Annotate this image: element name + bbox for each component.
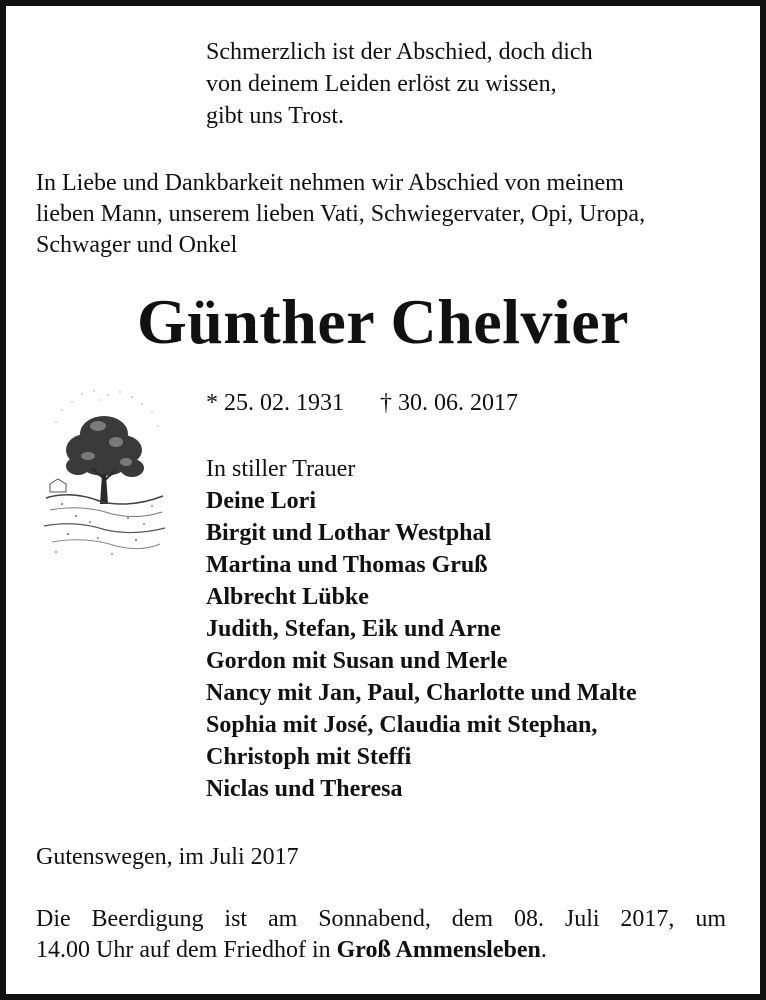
mourner-name: Albrecht Lübke bbox=[206, 584, 369, 610]
intro-line: lieben Mann, unserem lieben Vati, Schwiegervater, Opi, Uropa, bbox=[36, 201, 646, 227]
funeral-line bbox=[36, 935, 726, 966]
verse-line: von deinem Leiden erlöst zu wissen, bbox=[206, 71, 557, 97]
tree-landscape-icon bbox=[42, 386, 167, 561]
mourner-name: Birgit und Lothar Westphal bbox=[206, 520, 492, 546]
mourner-name: Sophia mit José, Claudia mit Stephan, bbox=[206, 712, 598, 738]
verse-line: gibt uns Trost. bbox=[206, 103, 345, 129]
mourner-name: Nancy mit Jan, Paul, Charlotte und Malte bbox=[206, 680, 637, 706]
death-date: † 30. 06. 2017 bbox=[380, 390, 518, 416]
deceased-name: Günther Chelvier bbox=[136, 286, 630, 357]
mourning-lead: In stiller Trauer bbox=[206, 456, 356, 482]
life-dates bbox=[206, 388, 518, 418]
intro-text bbox=[36, 168, 726, 261]
verse-line: Schmerzlich ist der Abschied, doch dich bbox=[206, 39, 593, 65]
funeral-time-text: 14.00 Uhr auf dem Friedhof in bbox=[36, 937, 337, 963]
place-date: Gutenswegen, im Juli 2017 bbox=[36, 844, 299, 870]
funeral-period: . bbox=[540, 937, 547, 963]
mourner-name: Niclas und Theresa bbox=[206, 776, 403, 802]
mourners-list bbox=[206, 453, 637, 805]
mourner-name: Christoph mit Steffi bbox=[206, 744, 412, 770]
funeral-info bbox=[36, 904, 726, 966]
mourner-name: Judith, Stefan, Eik und Arne bbox=[206, 616, 501, 642]
funeral-line: Die Beerdigung ist am Sonnabend, dem 08. Juli 2017, um bbox=[36, 906, 726, 932]
funeral-location: Groß Ammensleben bbox=[336, 937, 541, 963]
birth-date: * 25. 02. 1931 bbox=[206, 390, 344, 416]
intro-line: Schwager und Onkel bbox=[36, 232, 238, 258]
verse bbox=[206, 36, 593, 132]
mourner-name: Deine Lori bbox=[206, 488, 316, 514]
intro-line: In Liebe und Dankbarkeit nehmen wir Abschied von meinem bbox=[36, 170, 624, 196]
mourner-name: Gordon mit Susan und Merle bbox=[206, 648, 508, 674]
mourner-name: Martina und Thomas Gruß bbox=[206, 552, 488, 578]
